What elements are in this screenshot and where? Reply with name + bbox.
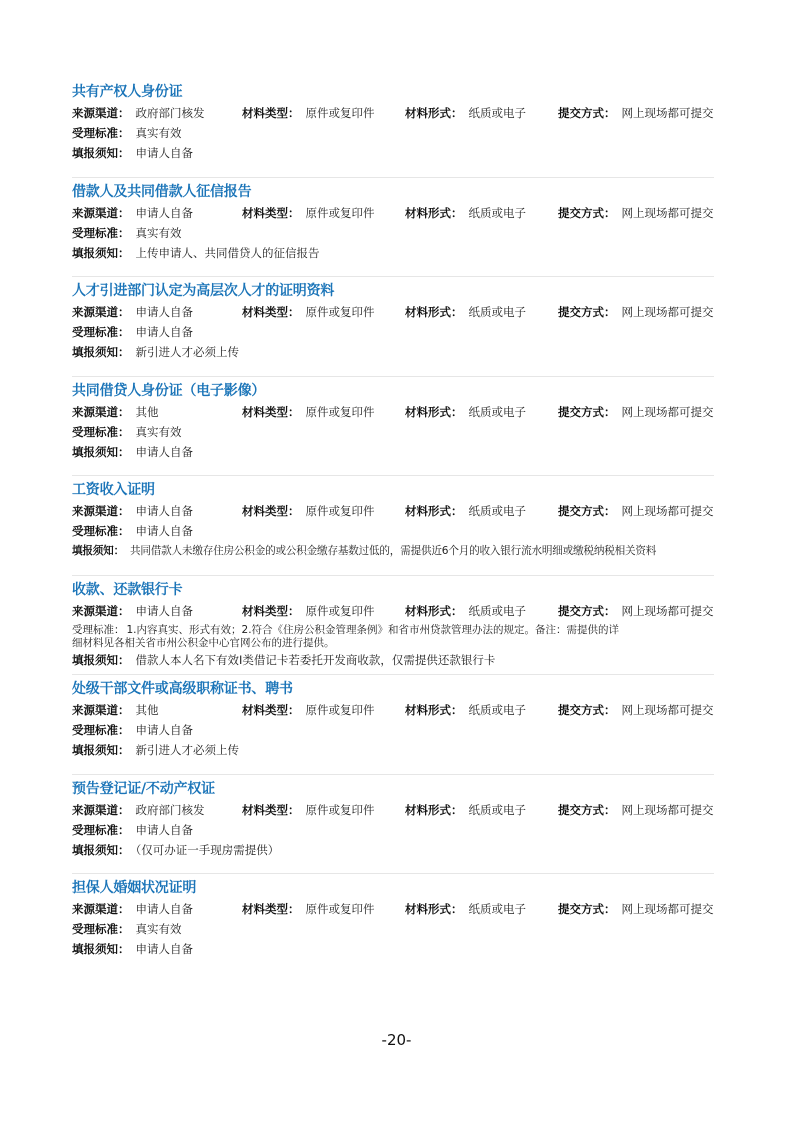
- standard-row: [72, 521, 714, 541]
- submit-value: 网上现场都可提交: [621, 305, 714, 319]
- form-value: 纸质或电子: [468, 404, 526, 419]
- standard-value: 真实有效: [135, 922, 182, 936]
- material-meta: [72, 402, 714, 422]
- source-label: 来源渠道：: [72, 802, 130, 817]
- material-item: [72, 178, 714, 278]
- standard-value: 真实有效: [135, 126, 182, 140]
- type-value: 原件或复印件: [305, 603, 375, 618]
- source-value: 申请人自备: [135, 205, 193, 220]
- form-value: 纸质或电子: [468, 504, 526, 518]
- notice-value: 新引进人才必须上传: [135, 743, 239, 757]
- standard-value: 申请人自备: [135, 524, 193, 538]
- submit-value: 网上现场都可提交: [621, 703, 714, 717]
- standard-label: 受理标准：: [72, 723, 130, 737]
- source-value: 其他: [135, 703, 159, 717]
- source-label: 来源渠道：: [72, 703, 130, 717]
- notice-label: 填报须知：: [72, 245, 130, 260]
- material-item: [72, 874, 714, 974]
- notice-label: 填报须知：: [72, 652, 130, 667]
- standard-label: 受理标准：: [72, 623, 125, 636]
- submit-label: 提交方式：: [558, 504, 616, 518]
- submit-label: 提交方式：: [558, 205, 616, 220]
- submit-value: 网上现场都可提交: [621, 902, 714, 916]
- notice-value: 共同借款人未缴存住房公积金的或公积金缴存基数过低的，需提供近6个月的收入银行流水明细或缴税纳税相关资料: [129, 545, 657, 557]
- type-label: 材料类型：: [242, 504, 300, 518]
- standard-row: [72, 322, 714, 342]
- type-label: 材料类型：: [242, 703, 300, 717]
- material-meta: [72, 203, 714, 223]
- source-value: 申请人自备: [135, 603, 193, 618]
- notice-row: [72, 143, 714, 163]
- type-value: 原件或复印件: [305, 205, 375, 220]
- notice-label: 填报须知：: [72, 942, 130, 956]
- standard-label: 受理标准：: [72, 225, 130, 240]
- standard-value: 申请人自备: [135, 822, 193, 837]
- material-item: [72, 78, 714, 178]
- submit-label: 提交方式：: [558, 603, 616, 618]
- form-value: 纸质或电子: [468, 802, 526, 817]
- notice-row: [72, 740, 714, 760]
- material-meta: [72, 700, 714, 720]
- standard-value-line1: 1.内容真实、形式有效；2.符合《住房公积金管理条例》和省市州贷款管理办法的规定。备注：需提供的详: [126, 623, 620, 636]
- submit-label: 提交方式：: [558, 802, 616, 817]
- type-label: 材料类型：: [242, 802, 300, 817]
- material-meta: [72, 103, 714, 123]
- notice-label: 填报须知：: [72, 146, 130, 160]
- material-item: [72, 675, 714, 775]
- standard-row: [72, 123, 714, 143]
- standard-label: 受理标准：: [72, 524, 130, 538]
- standard-label: 受理标准：: [72, 424, 130, 439]
- source-value: 其他: [135, 404, 159, 419]
- standard-row: [72, 223, 714, 243]
- notice-value: 新引进人才必须上传: [135, 345, 239, 359]
- material-meta: [72, 501, 714, 521]
- source-label: 来源渠道：: [72, 504, 130, 518]
- form-label: 材料形式：: [405, 902, 463, 916]
- standard-row: [72, 820, 714, 840]
- source-label: 来源渠道：: [72, 404, 130, 419]
- submit-label: 提交方式：: [558, 902, 616, 916]
- submit-value: 网上现场都可提交: [621, 802, 714, 817]
- submit-value: 网上现场都可提交: [621, 504, 714, 518]
- source-label: 来源渠道：: [72, 902, 130, 916]
- source-label: 来源渠道：: [72, 603, 130, 618]
- form-value: 纸质或电子: [468, 703, 526, 717]
- standard-note: [72, 621, 714, 650]
- source-label: 来源渠道：: [72, 205, 130, 220]
- type-value: 原件或复印件: [305, 703, 375, 717]
- notice-row: [72, 840, 714, 860]
- form-label: 材料形式：: [405, 802, 463, 817]
- material-title: 担保人婚姻状况证明: [72, 880, 197, 896]
- form-value: 纸质或电子: [468, 603, 526, 618]
- submit-value: 网上现场都可提交: [621, 106, 714, 120]
- material-meta: [72, 302, 714, 322]
- standard-value: 申请人自备: [135, 325, 193, 339]
- notice-row: [72, 243, 714, 263]
- type-label: 材料类型：: [242, 902, 300, 916]
- notice-row: [72, 650, 714, 670]
- type-label: 材料类型：: [242, 205, 300, 220]
- source-value: 申请人自备: [135, 305, 193, 319]
- notice-label: 填报须知：: [72, 545, 124, 557]
- standard-row: [72, 422, 714, 442]
- material-title: 人才引进部门认定为高层次人才的证明资料: [72, 283, 335, 299]
- type-label: 材料类型：: [242, 106, 300, 120]
- source-label: 来源渠道：: [72, 106, 130, 120]
- standard-row: [72, 720, 714, 740]
- type-value: 原件或复印件: [305, 404, 375, 419]
- standard-row: [72, 919, 714, 939]
- material-item: [72, 576, 714, 676]
- standard-label: 受理标准：: [72, 822, 130, 837]
- submit-value: 网上现场都可提交: [621, 603, 714, 618]
- form-value: 纸质或电子: [468, 305, 526, 319]
- material-item: [72, 277, 714, 377]
- form-label: 材料形式：: [405, 205, 463, 220]
- source-value: 申请人自备: [135, 902, 193, 916]
- material-title: 共有产权人身份证: [72, 84, 183, 100]
- type-label: 材料类型：: [242, 305, 300, 319]
- submit-label: 提交方式：: [558, 106, 616, 120]
- type-value: 原件或复印件: [305, 802, 375, 817]
- notice-row: [72, 541, 714, 561]
- type-label: 材料类型：: [242, 603, 300, 618]
- standard-value: 真实有效: [135, 225, 182, 240]
- standard-label: 受理标准：: [72, 922, 130, 936]
- notice-row: [72, 939, 714, 959]
- material-item: [72, 377, 714, 477]
- notice-value: 申请人自备: [135, 146, 193, 160]
- form-label: 材料形式：: [405, 305, 463, 319]
- standard-label: 受理标准：: [72, 126, 130, 140]
- material-meta: [72, 601, 714, 621]
- notice-row: [72, 442, 714, 462]
- notice-label: 填报须知：: [72, 444, 130, 459]
- type-value: 原件或复印件: [305, 504, 375, 518]
- standard-value-line2: 细材料见各相关省市州公积金中心官网公布的进行提供。: [72, 636, 335, 649]
- page-number: -20-: [381, 1031, 412, 1049]
- material-item: [72, 476, 714, 576]
- notice-row: [72, 342, 714, 362]
- standard-label: 受理标准：: [72, 325, 130, 339]
- material-title: 共同借贷人身份证（电子影像）: [72, 382, 266, 399]
- submit-label: 提交方式：: [558, 305, 616, 319]
- material-meta: [72, 899, 714, 919]
- type-value: 原件或复印件: [305, 902, 375, 916]
- notice-label: 填报须知：: [72, 842, 130, 857]
- material-title: 处级干部文件或高级职称证书、聘书: [72, 681, 293, 697]
- material-title: 预告登记证/不动产权证: [72, 780, 215, 797]
- standard-value: 真实有效: [135, 424, 182, 439]
- standard-value: 申请人自备: [135, 723, 193, 737]
- material-item: [72, 775, 714, 875]
- submit-label: 提交方式：: [558, 404, 616, 419]
- form-value: 纸质或电子: [468, 106, 526, 120]
- notice-value: 申请人自备: [135, 444, 193, 459]
- form-value: 纸质或电子: [468, 902, 526, 916]
- form-value: 纸质或电子: [468, 205, 526, 220]
- notice-value: （仅可办证一手现房需提供）: [135, 842, 280, 857]
- notice-label: 填报须知：: [72, 345, 130, 359]
- form-label: 材料形式：: [405, 106, 463, 120]
- notice-value: 借款人本人名下有效I类借记卡若委托开发商收款，仅需提供还款银行卡: [135, 652, 496, 667]
- submit-label: 提交方式：: [558, 703, 616, 717]
- notice-label: 填报须知：: [72, 743, 130, 757]
- form-label: 材料形式：: [405, 504, 463, 518]
- type-label: 材料类型：: [242, 404, 300, 419]
- notice-value: 上传申请人、共同借贷人的征信报告: [135, 245, 320, 260]
- type-value: 原件或复印件: [305, 106, 375, 120]
- source-value: 政府部门核发: [135, 802, 205, 817]
- material-title: 借款人及共同借款人征信报告: [72, 183, 252, 200]
- source-label: 来源渠道：: [72, 305, 130, 319]
- material-meta: [72, 800, 714, 820]
- notice-value: 申请人自备: [135, 942, 193, 956]
- form-label: 材料形式：: [405, 603, 463, 618]
- source-value: 政府部门核发: [135, 106, 205, 120]
- submit-value: 网上现场都可提交: [621, 404, 714, 419]
- material-title: 收款、还款银行卡: [72, 581, 183, 598]
- material-title: 工资收入证明: [72, 482, 155, 498]
- form-label: 材料形式：: [405, 404, 463, 419]
- materials-list: [72, 78, 714, 974]
- form-label: 材料形式：: [405, 703, 463, 717]
- submit-value: 网上现场都可提交: [621, 205, 714, 220]
- source-value: 申请人自备: [135, 504, 193, 518]
- type-value: 原件或复印件: [305, 305, 375, 319]
